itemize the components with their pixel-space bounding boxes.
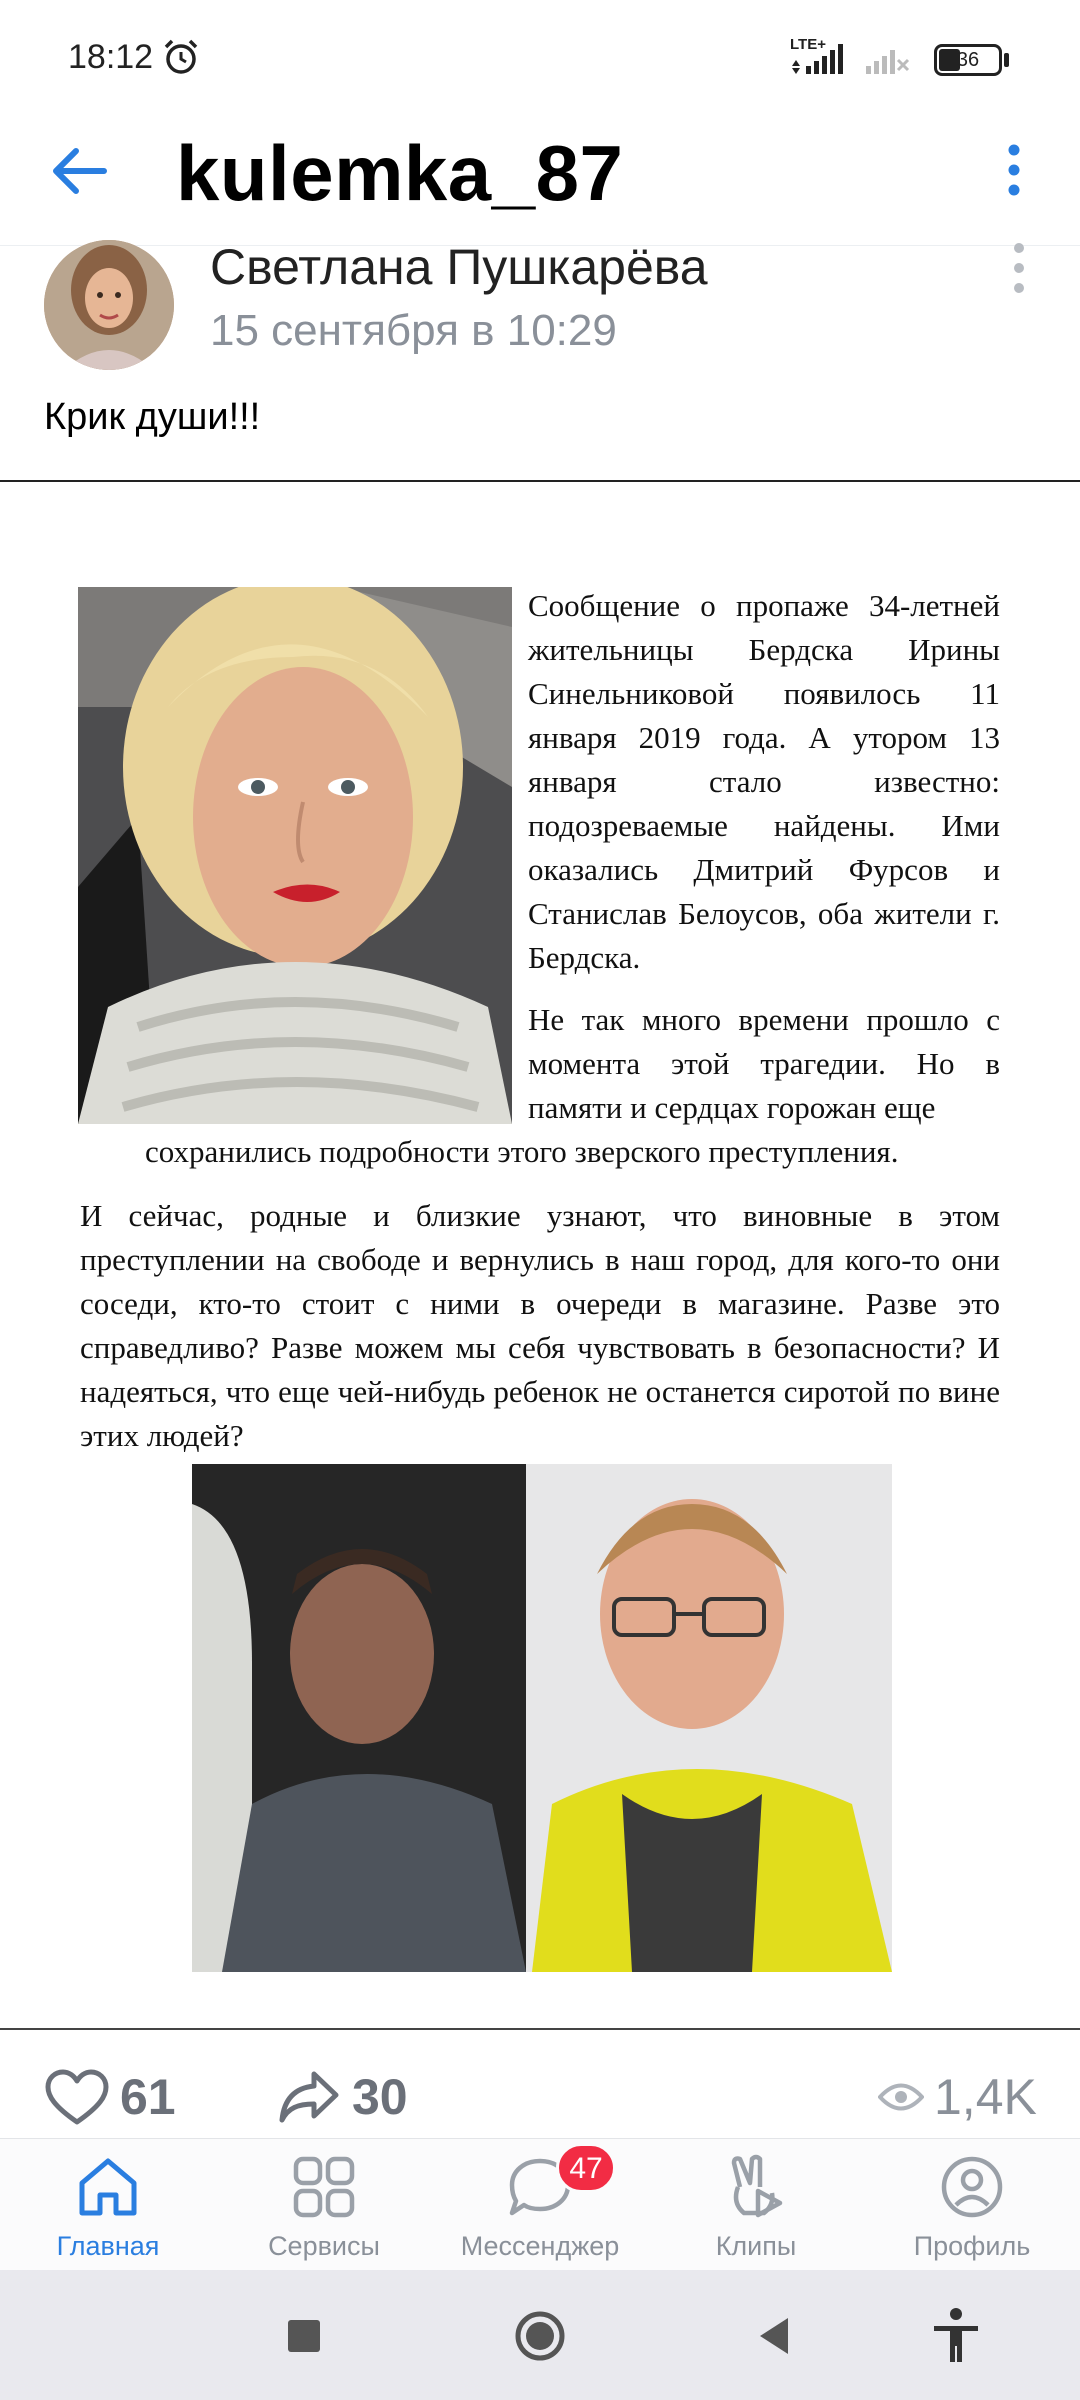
nav-label-clips: Клипы — [715, 2231, 797, 2261]
battery-icon — [934, 44, 1002, 76]
profile-icon — [938, 2153, 1006, 2221]
back-triangle-icon[interactable] — [746, 2306, 806, 2366]
back-arrow-icon[interactable] — [44, 136, 114, 206]
photo-suspects — [192, 1464, 892, 1972]
home-circle-icon[interactable] — [510, 2306, 570, 2366]
eye-icon — [878, 2080, 924, 2114]
post-date: 15 сентября в 10:29 — [210, 306, 617, 355]
avatar-photo — [44, 240, 174, 370]
nav-label-services: Сервисы — [268, 2231, 380, 2261]
clips-icon — [722, 2153, 790, 2221]
post-header — [0, 239, 1080, 376]
page-title: kulemka_87 — [176, 129, 624, 217]
status-bar — [0, 0, 1080, 110]
signal-indicator — [790, 38, 920, 78]
bottom-navigation — [0, 2138, 1080, 2270]
heart-icon[interactable] — [44, 2068, 110, 2128]
post-image[interactable] — [0, 480, 1080, 2030]
woman-portrait — [78, 587, 512, 1124]
author-name[interactable]: Светлана Пушкарёва — [210, 239, 708, 295]
share-count[interactable]: 30 — [352, 2069, 408, 2125]
more-vertical-icon[interactable] — [994, 140, 1034, 200]
messenger-badge: 47 — [556, 2143, 616, 2193]
accessibility-icon[interactable] — [926, 2306, 986, 2366]
nav-item-clips[interactable] — [648, 2139, 864, 2271]
recents-square-icon[interactable] — [274, 2306, 334, 2366]
nav-item-services[interactable] — [216, 2139, 432, 2271]
status-time: 18:12 — [68, 38, 154, 76]
system-navigation-bar — [0, 2270, 1080, 2400]
home-icon — [74, 2153, 142, 2221]
nav-label-messenger: Мессенджер — [460, 2231, 620, 2261]
share-icon[interactable] — [278, 2068, 340, 2124]
battery-tip — [1004, 53, 1009, 67]
nav-label-home: Главная — [56, 2231, 160, 2261]
alarm-icon — [162, 38, 200, 76]
post-text: Крик души!!! — [44, 396, 261, 438]
article-paragraph-1: Сообщение о пропаже 34-летней жительницы Бердска Ирины Синельниковой появилось 11 января 2019 года. А утором 13 января стало известно: подозреваемые найдены. Ими оказались Дмитрий Фурсов и Станислав Белоусов, оба жители г. Бердска. — [528, 588, 1000, 975]
suspects-photos — [192, 1464, 892, 1972]
photo-woman — [78, 587, 512, 1124]
nav-item-messenger[interactable] — [432, 2139, 648, 2271]
battery-level: 36 — [956, 49, 980, 71]
network-type: LTE+ — [790, 36, 826, 53]
nav-label-profile: Профиль — [913, 2231, 1031, 2261]
top-app-bar — [0, 110, 1080, 246]
nav-item-home[interactable] — [0, 2139, 216, 2271]
post-more-icon[interactable] — [1004, 240, 1034, 296]
article-paragraph-2-tail: сохранились подробности этого зверского преступления. — [145, 1134, 899, 1169]
avatar[interactable] — [44, 240, 174, 370]
article-paragraph-3: И сейчас, родные и близкие узнают, что виновные в этом преступлении на свободе и вернулись в наш город, для кого-то они соседи, кто-то стоит с ними в очереди в магазине. Разве это справедливо? Разве можем мы себя чувствовать в безопасности? И надеяться, что еще чей-нибудь ребенок не останется сиротой по вине этих людей? — [80, 1198, 1000, 1453]
like-count[interactable]: 61 — [120, 2069, 176, 2125]
signal-icon — [790, 38, 920, 78]
article-paragraph-2: Не так много времени прошло с момента этой трагедии. Но в памяти и сердцах горожан еще — [528, 1002, 1000, 1125]
views-count: 1,4K — [934, 2069, 1037, 2125]
nav-item-profile[interactable] — [864, 2139, 1080, 2271]
post-actions — [0, 2032, 1080, 2138]
services-icon — [290, 2153, 358, 2221]
